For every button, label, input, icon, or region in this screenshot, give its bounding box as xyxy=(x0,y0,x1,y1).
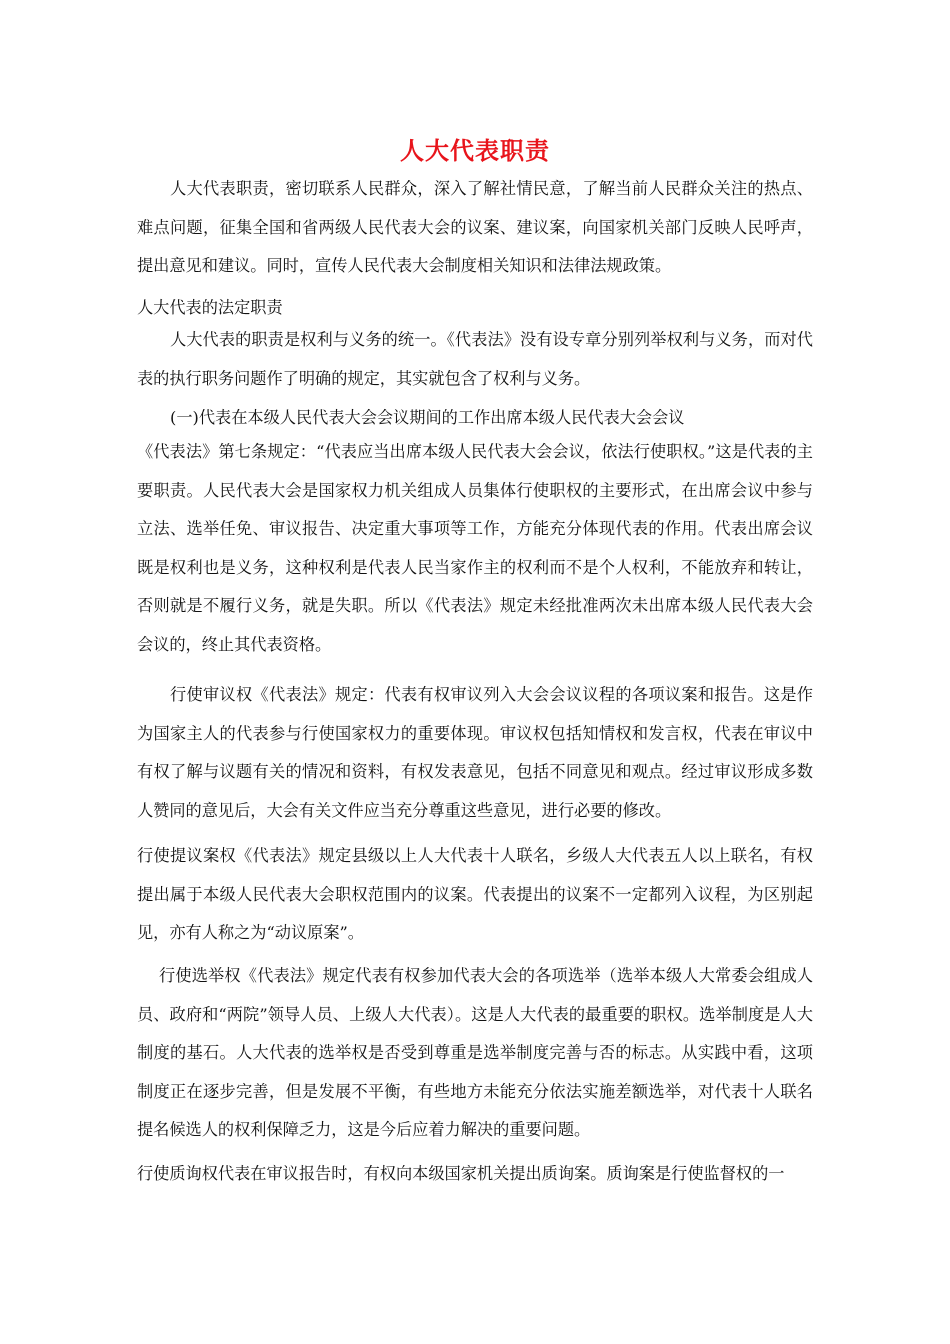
paragraph-proposal-right: 行使提议案权《代表法》规定县级以上人大代表十人联名，乡级人大代表五人以上联名，有权提出属于本级人民代表大会职权范围内的议案。代表提出的议案不一定都列入议程，为区别起见，亦有人称之为“动议原案”。 xyxy=(137,846,813,942)
paragraph-duty-overview: 人大代表的职责是权利与义务的统一。《代表法》没有设专章分别列举权利与义务，而对代表的执行职务问题作了明确的规定，其实就包含了权利与义务。 xyxy=(137,330,813,388)
subheading-text: (一)代表在本级人民代表大会会议期间的工作出席本级人民代表大会会议 xyxy=(170,408,685,427)
document-title: 人大代表职责 xyxy=(400,137,550,165)
subheading-meeting-work xyxy=(137,400,813,436)
paragraph-election-right: 行使选举权《代表法》规定代表有权参加代表大会的各项选举（选举本级人大常委会组成人员、政府和“两院”领导人员、上级人大代表）。这是人大代表的最重要的职权。选举制度是人大制度的基石。人大代表的选举权是否受到尊重是选举制度完善与否的标志。从实践中看，这项制度正在逐步完善，但是发展不平衡，有些地方未能充分依法实施差额选举，对代表十人联名提名候选人的权利保障乏力，这是今后应着力解决的重要问题。 xyxy=(137,966,813,1139)
paragraph-attend-meeting: 《代表法》第七条规定：“代表应当出席本级人民代表大会会议，依法行使职权。”这是代表的主要职责。人民代表大会是国家权力机关组成人员集体行使职权的主要形式，在出席会议中参与立法、选举任免、审议报告、决定重大事项等工作，方能充分体现代表的作用。代表出席会议既是权利也是义务，这种权利是代表人民当家作主的权利而不是个人权利，不能放弃和转让，否则就是不履行义务，就是失职。所以《代表法》规定未经批准两次未出席本级人民代表大会会议的，终止其代表资格。 xyxy=(137,442,813,654)
paragraph-review-right: 行使审议权《代表法》规定：代表有权审议列入大会会议议程的各项议案和报告。这是作为国家主人的代表参与行使国家权力的重要体现。审议权包括知情权和发言权，代表在审议中有权了解与议题有关的情况和资料，有权发表意见，包括不同意见和观点。经过审议形成多数人赞同的意见后，大会有关文件应当充分尊重这些意见，进行必要的修改。 xyxy=(137,685,813,820)
paragraph-intro: 人大代表职责，密切联系人民群众，深入了解社情民意，了解当前人民群众关注的热点、难点问题，征集全国和省两级人民代表大会的议案、建议案，向国家机关部门反映人民呼声，提出意见和建议。同时，宣传人民代表大会制度相关知识和法律法规政策。 xyxy=(137,179,813,275)
paragraph-inquiry-right: 行使质询权代表在审议报告时，有权向本级国家机关提出质询案。质询案是行使监督权的一 xyxy=(137,1164,785,1183)
section-heading-legal-duties: 人大代表的法定职责 xyxy=(137,298,283,317)
